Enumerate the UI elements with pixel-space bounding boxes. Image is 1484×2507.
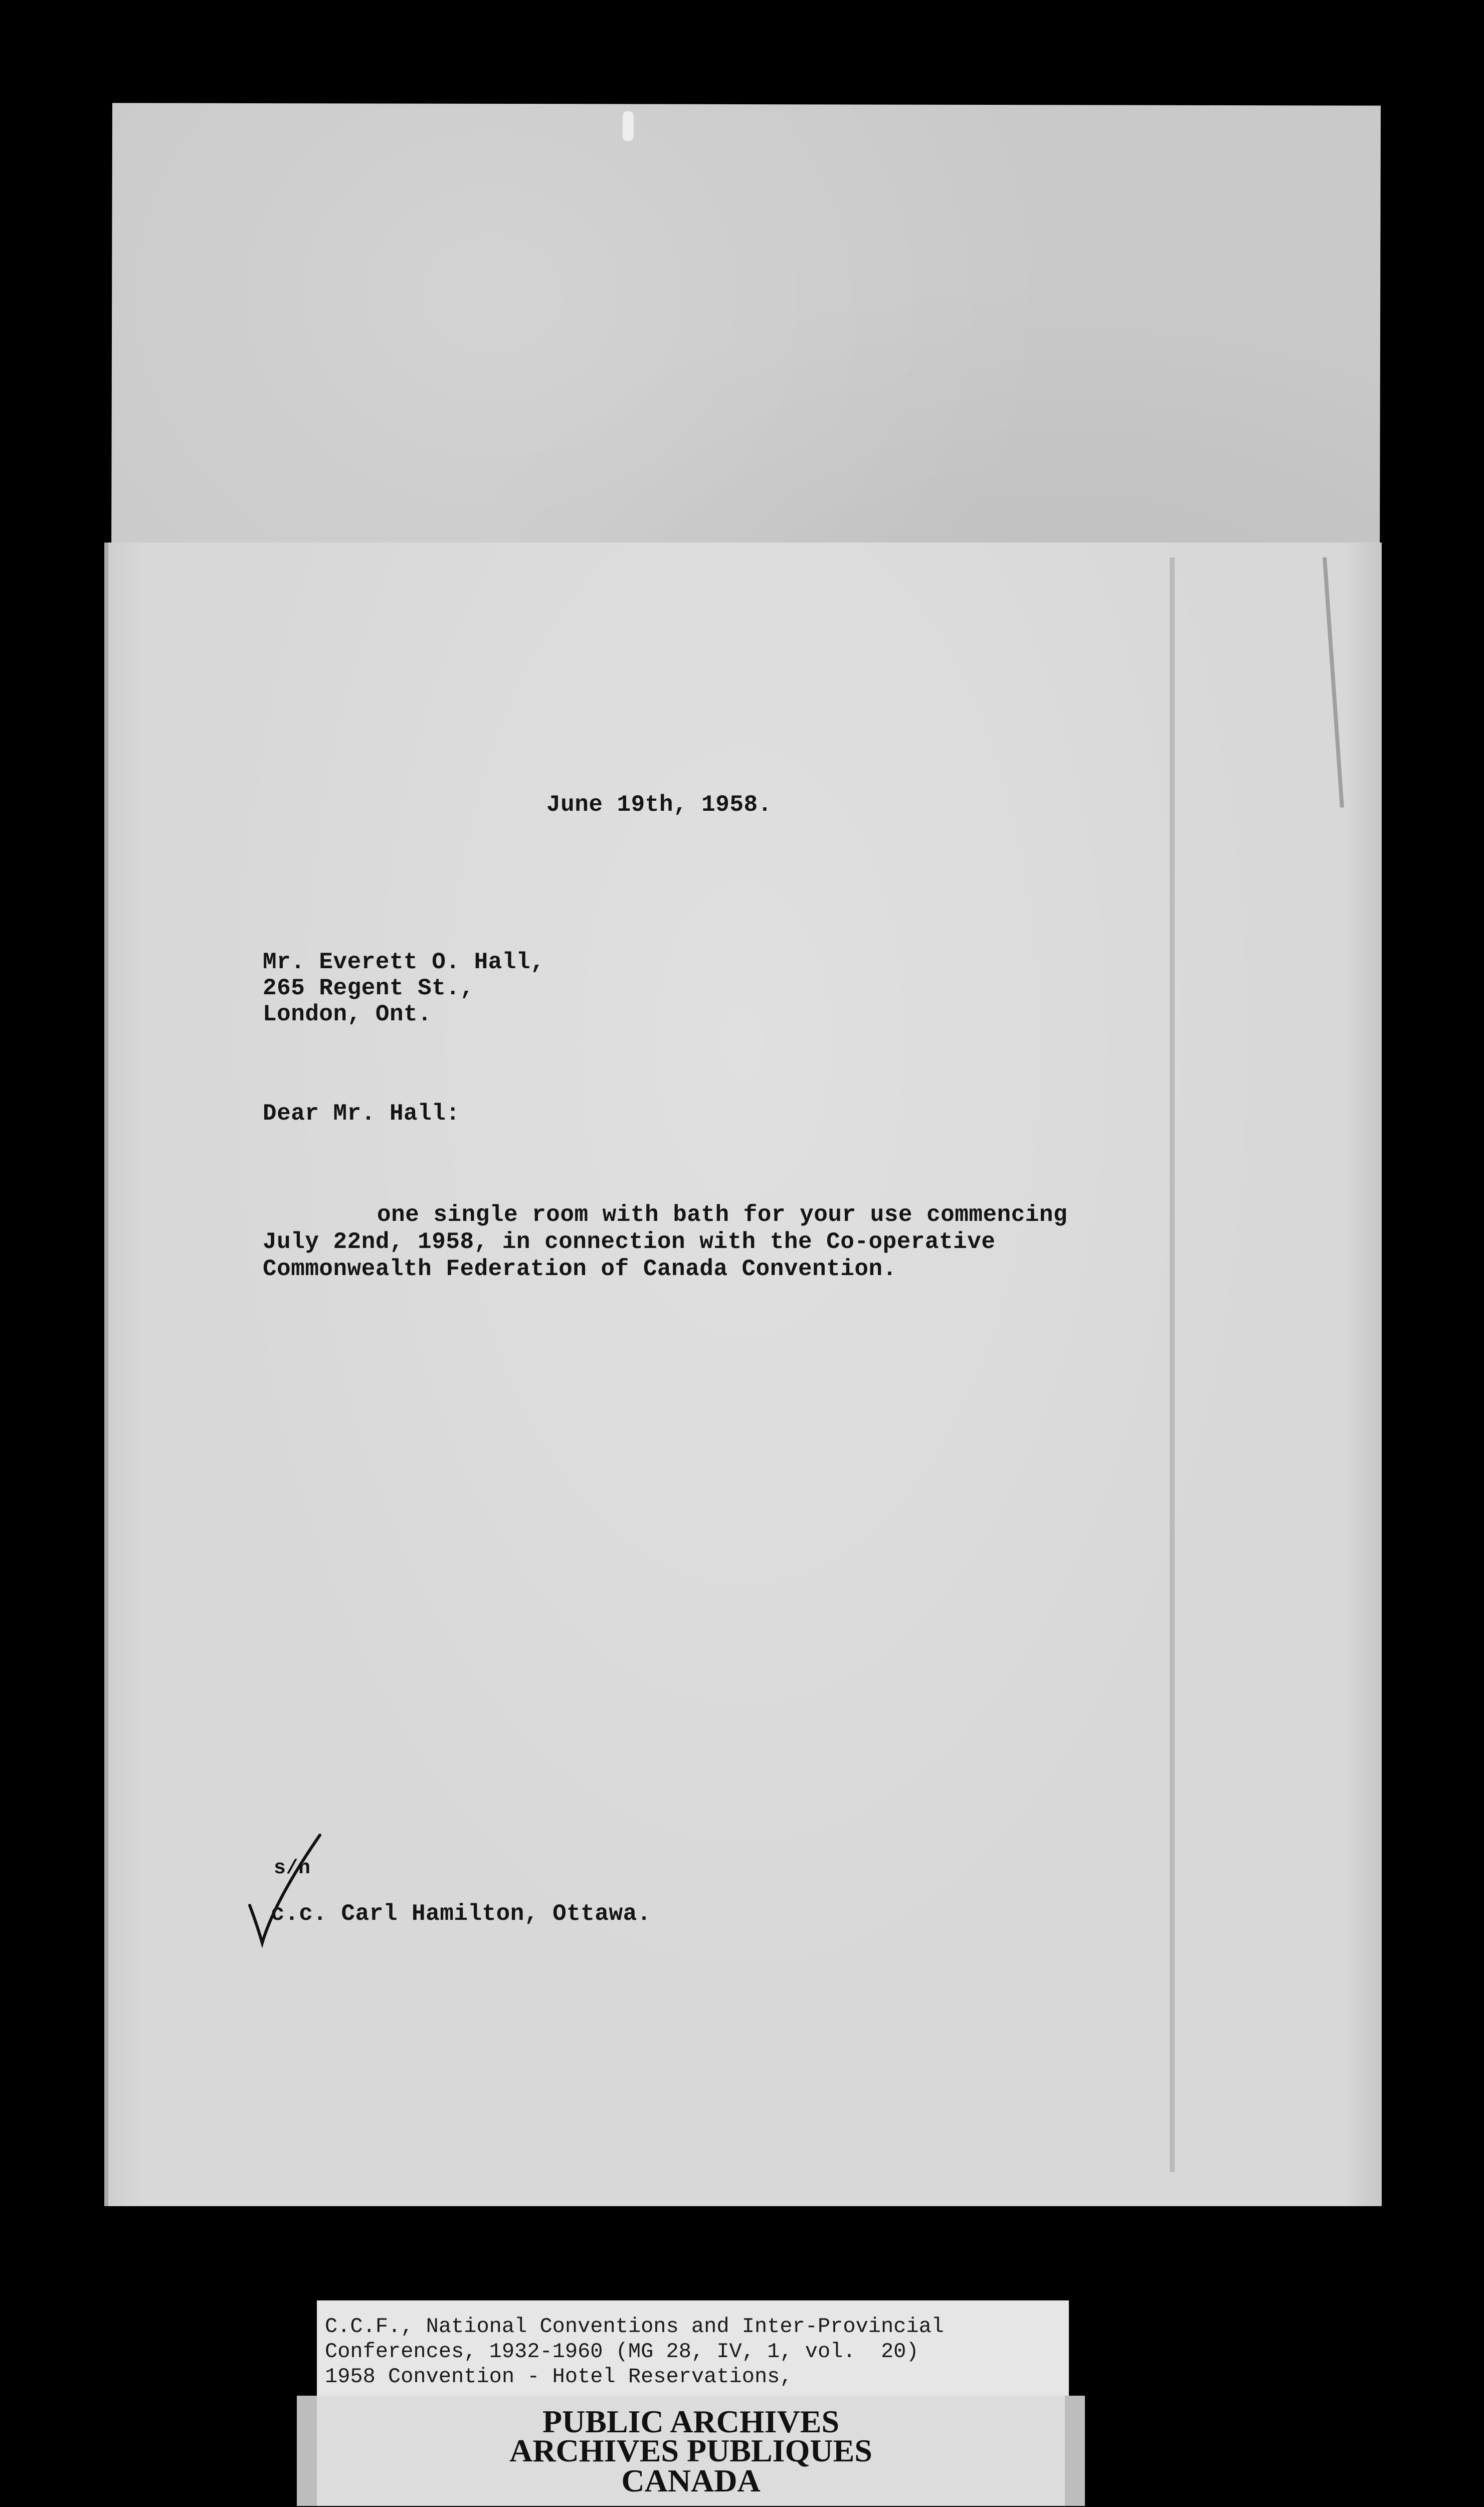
archive-label-line-3: 1958 Convention - Hotel Reservations, [325, 2365, 793, 2389]
carbon-copy-line: c.c. Carl Hamilton, Ottawa. [271, 1901, 651, 1927]
stamp-line-3: CANADA [621, 2463, 761, 2498]
stamp-line-2: ARCHIVES PUBLIQUES [509, 2433, 872, 2468]
salutation: Dear Mr. Hall: [263, 1101, 460, 1127]
recipient-street: 265 Regent St., [263, 975, 474, 1001]
archive-reference-label [317, 2300, 1069, 2399]
fold-line [1170, 558, 1175, 2172]
letter-date: June 19th, 1958. [546, 792, 772, 818]
stamp-line-1: PUBLIC ARCHIVES [542, 2404, 840, 2439]
body-line-1: one single room with bath for your use commencing [377, 1202, 1068, 1228]
archive-label-line-2: Conferences, 1932-1960 (MG 28, IV, 1, vol. 20) [325, 2340, 919, 2364]
recipient-city: London, Ont. [263, 1001, 432, 1027]
typist-initials: s/n [274, 1857, 311, 1880]
sheet-edge [1323, 557, 1344, 807]
public-archives-stamp [297, 2396, 1085, 2506]
recipient-name: Mr. Everett O. Hall, [263, 949, 545, 975]
body-line-2: July 22nd, 1958, in connection with the Co-operative [263, 1229, 996, 1255]
handwritten-check-mark [245, 1825, 325, 1950]
archive-label-line-1: C.C.F., National Conventions and Inter-Provincial [325, 2314, 945, 2339]
paper-mark [623, 111, 634, 141]
body-line-3: Commonwealth Federation of Canada Convention. [263, 1256, 897, 1282]
